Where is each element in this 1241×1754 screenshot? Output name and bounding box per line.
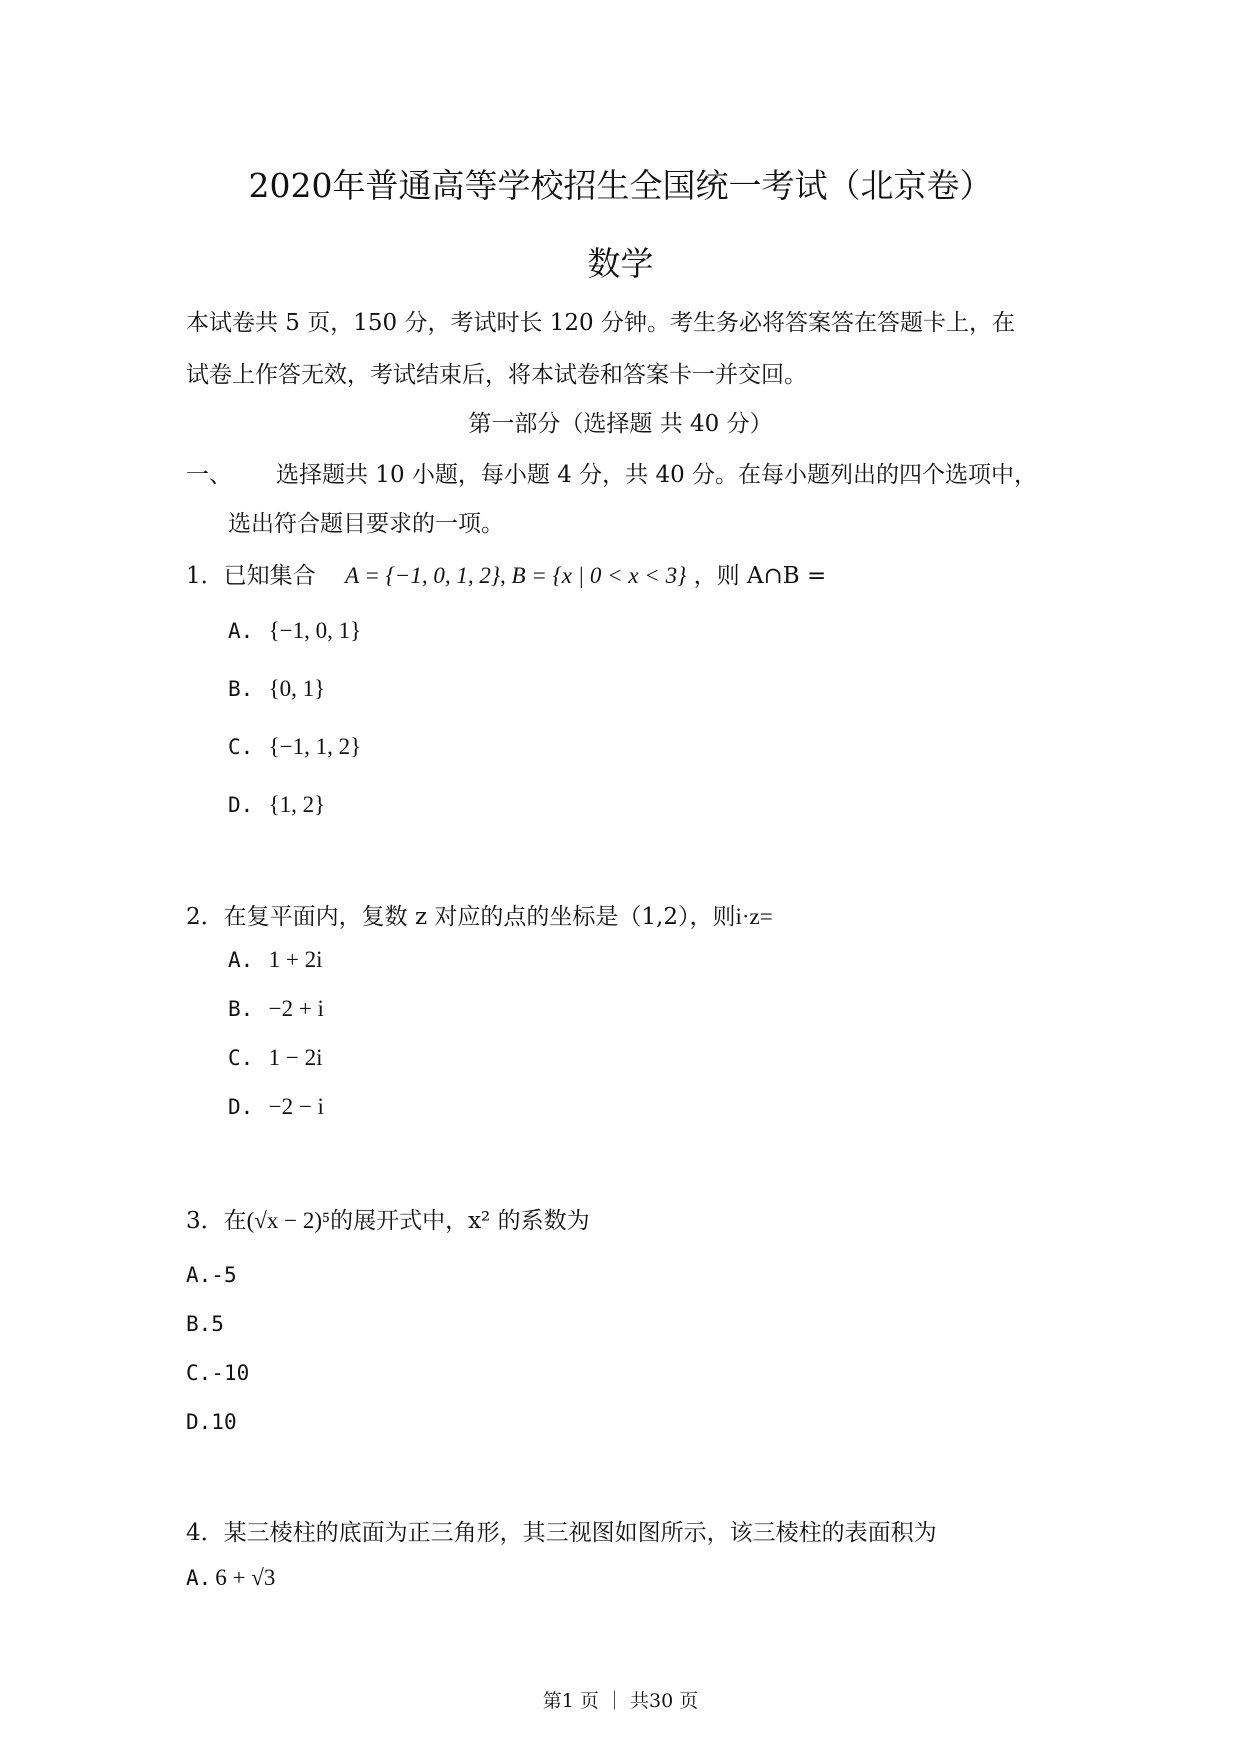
intro-line-2: 试卷上作答无效，考试结束后，将本试卷和答案卡一并交回。 — [186, 362, 807, 388]
question-4-option-a: A. 6 + √3 — [186, 1565, 276, 1590]
question-2-stem — [186, 898, 773, 931]
section-number: 一、 — [186, 462, 232, 488]
question-3-option-c: C.-10 — [186, 1361, 250, 1385]
part-heading: 第一部分（选择题 共 40 分） — [468, 411, 773, 437]
question-3-math: (√x − 2)⁵ — [246, 1208, 331, 1233]
question-1-prefix: 1．已知集合 — [186, 563, 316, 589]
question-3-suffix: 的展开式中，x² 的系数为 — [330, 1208, 590, 1234]
question-2-prefix: 2．在复平面内，复数 z 对应的点的坐标是（1,2），则 — [186, 904, 736, 930]
question-1-option-d: D. {1, 2} — [228, 792, 326, 817]
section-instruction-1: 选择题共 10 小题，每小题 4 分，共 40 分。在每小题列出的四个选项中， — [276, 462, 1038, 488]
question-1-stem — [186, 557, 826, 590]
question-1-option-b: B. {0, 1} — [228, 676, 326, 701]
question-2-option-a: A. 1 + 2i — [228, 947, 323, 972]
page-footer: 第1 页 ｜ 共30 页 — [542, 1690, 699, 1712]
exam-title: 2020年普通高等学校招生全国统一考试（北京卷） — [248, 166, 993, 205]
question-1-option-a: A. {−1, 0, 1} — [228, 618, 362, 643]
question-1-option-c: C. {−1, 1, 2} — [228, 734, 362, 759]
question-3-prefix: 3．在 — [186, 1208, 247, 1234]
intro-line-1: 本试卷共 5 页，150 分，考试时长 120 分钟。考生务必将答案答在答题卡上，在 — [186, 310, 1015, 336]
question-3-option-a: A.-5 — [186, 1263, 237, 1287]
question-2-option-b: B. −2 + i — [228, 996, 324, 1021]
question-1-math: A = {−1, 0, 1, 2}, B = {x | 0 < x < 3} — [344, 563, 687, 588]
question-3-option-b: B.5 — [186, 1312, 224, 1336]
question-3-stem — [186, 1202, 590, 1235]
question-2-math: i·z= — [735, 904, 773, 929]
question-2-option-c: C. 1 − 2i — [228, 1045, 323, 1070]
question-3-option-d: D.10 — [186, 1410, 237, 1434]
question-1-suffix: ，则 A∩B = — [693, 563, 827, 589]
subject-title: 数学 — [587, 244, 654, 283]
question-4-stem: 4．某三棱柱的底面为正三角形，其三视图如图所示，该三棱柱的表面积为 — [186, 1520, 937, 1546]
question-2-option-d: D. −2 − i — [228, 1094, 324, 1119]
section-instruction-2: 选出符合题目要求的一项。 — [228, 511, 504, 537]
